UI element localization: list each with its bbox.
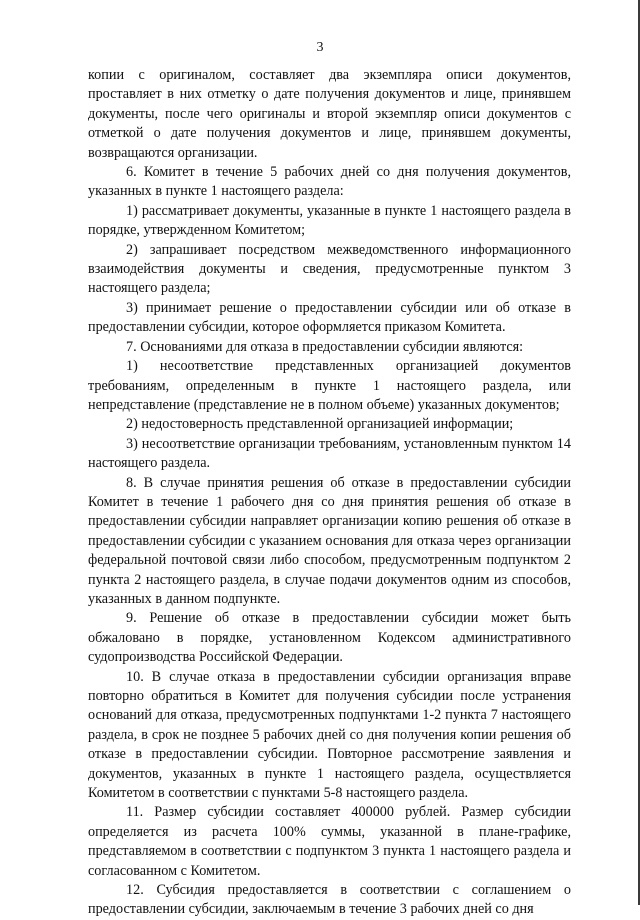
paragraph: 1) несоответствие представленных организацией документов требованиям, определенным в пункте 1 настоящего раздела, или непредставление (представление не в полном объеме) указанных документов; [88,358,571,413]
paragraph: 6. Комитет в течение 5 рабочих дней со дня получения документов, указанных в пункте 1 настоящего раздела: [88,164,571,200]
document-body [88,66,571,920]
page-number: 3 [316,40,324,55]
paragraph: 1) рассматривает документы, указанные в пункте 1 настоящего раздела в порядке, утвержденном Комитетом; [88,202,571,239]
paragraph: 9. Решение об отказе в предоставлении субсидии может быть обжаловано в порядке, установленном Кодексом административного судопроизводства Российской Федерации. [88,610,571,666]
paragraph: 11. Размер субсидии составляет 400000 рублей. Размер субсидии определяется из расчета 100% суммы, указанной в плане-графике, представляемом в соответствии с подпунктом 3 пункта 1 настоящего раздела и согласованном с Комитетом. [88,804,571,879]
paragraph: 10. В случае отказа в предоставлении субсидии организация вправе повторно обратиться в Комитет для получения субсидии после устранения оснований для отказа, предусмотренных подпунктами 1-2 пункта 7 настоящего раздела, в срок не позднее 5 рабочих дней со дня получения копии решения об отказе в предоставлении субсидии. Повторное рассмотрение заявления и документов, указанных в пункте 1 настоящего раздела, осуществляется Комитетом в соответствии с пунктами 5-8 настоящего раздела. [88,668,571,802]
paragraph: 3) принимает решение о предоставлении субсидии или об отказе в предоставлении субсидии, которое оформляется приказом Комитета. [88,299,571,336]
paragraph: копии с оригиналом, составляет два экземпляра описи документов, проставляет в них отметку о дате получения документов и лице, принявшем документы, после чего оригиналы и второй экземпляр описи документов с отметкой о дате получения документов и лице, принявшем документы, возвращаются организации. [88,67,571,161]
paragraph: 12. Субсидия предоставляется в соответствии с соглашением о предоставлении субсидии, заключаемым в течение 3 рабочих дней со дня [88,882,571,918]
paragraph: 2) запрашивает посредством межведомственного информационного взаимодействия документы и сведения, предусмотренные пунктом 3 настоящего раздела; [88,241,571,297]
paragraph: 8. В случае принятия решения об отказе в предоставлении субсидии Комитет в течение 1 рабочего дня со дня принятия решения об отказе в предоставлении субсидии направляет организации копию решения об отказе в предоставлении субсидии с указанием основания для отказа через организации федеральной почтовой связи либо способом, предусмотренным подпунктом 2 пункта 2 настоящего раздела, в случае подачи документов одним из способов, указанных в данном подпункте. [88,474,571,607]
paragraph: 7. Основаниями для отказа в предоставлении субсидии являются: [126,338,524,355]
paragraph: 2) недостоверность представленной организацией информации; [126,416,514,433]
paragraph: 3) несоответствие организации требованиям, установленным пунктом 14 настоящего раздела. [88,435,571,472]
